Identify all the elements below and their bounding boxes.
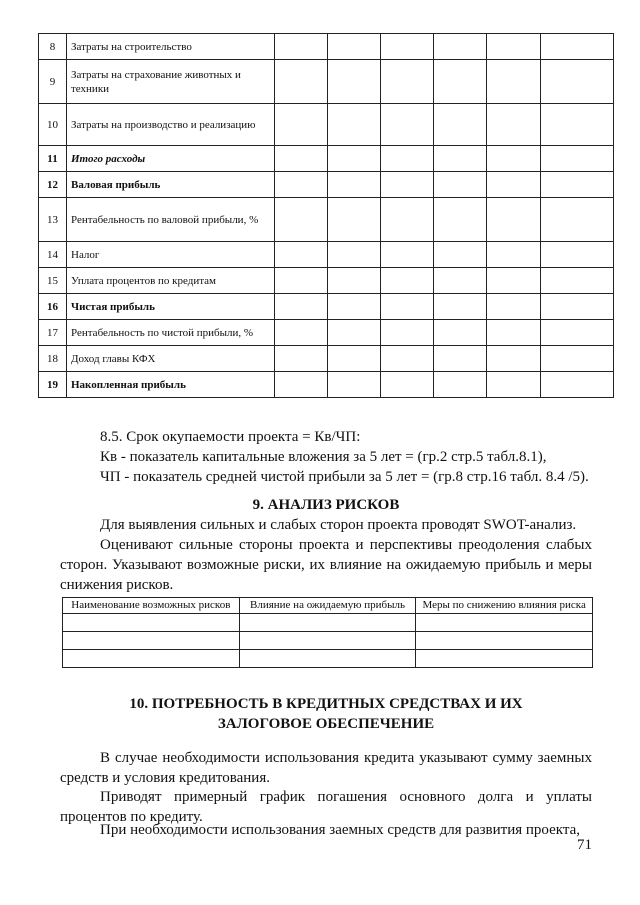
value-cell bbox=[541, 146, 614, 172]
value-cell bbox=[487, 34, 541, 60]
value-cell bbox=[487, 294, 541, 320]
table-row bbox=[39, 372, 614, 398]
value-cell bbox=[328, 346, 381, 372]
row-label: Рентабельность по чистой прибыли, % bbox=[67, 320, 275, 346]
value-cell bbox=[275, 198, 328, 242]
row-number: 16 bbox=[39, 294, 67, 320]
value-cell bbox=[381, 60, 434, 104]
row-number: 14 bbox=[39, 242, 67, 268]
value-cell bbox=[275, 104, 328, 146]
risk-cell bbox=[63, 650, 240, 668]
value-cell bbox=[381, 372, 434, 398]
row-label: Валовая прибыль bbox=[67, 172, 275, 198]
risk-cell bbox=[239, 650, 416, 668]
risk-cell bbox=[416, 614, 593, 632]
row-number: 19 bbox=[39, 372, 67, 398]
table-row bbox=[39, 104, 614, 146]
value-cell bbox=[487, 104, 541, 146]
value-cell bbox=[275, 346, 328, 372]
row-label: Затраты на строительство bbox=[67, 34, 275, 60]
risk-cell bbox=[416, 632, 593, 650]
value-cell bbox=[328, 372, 381, 398]
value-cell bbox=[434, 104, 487, 146]
row-label: Затраты на производство и реализацию bbox=[67, 104, 275, 146]
value-cell bbox=[487, 60, 541, 104]
value-cell bbox=[275, 34, 328, 60]
row-label: Рентабельность по валовой прибыли, % bbox=[67, 198, 275, 242]
row-label: Затраты на страхование животных и техники bbox=[67, 60, 275, 104]
row-label: Налог bbox=[67, 242, 275, 268]
value-cell bbox=[434, 172, 487, 198]
value-cell bbox=[434, 198, 487, 242]
value-cell bbox=[381, 172, 434, 198]
section-10-paragraph-1: В случае необходимости использования кредита указывают сумму заемных средств и условия кредитования. bbox=[60, 750, 592, 786]
row-number: 8 bbox=[39, 34, 67, 60]
risk-header-name: Наименование возможных рисков bbox=[63, 598, 240, 614]
risk-cell bbox=[63, 614, 240, 632]
value-cell bbox=[275, 60, 328, 104]
value-cell bbox=[328, 104, 381, 146]
value-cell bbox=[381, 294, 434, 320]
value-cell bbox=[487, 172, 541, 198]
value-cell bbox=[328, 242, 381, 268]
table-row bbox=[39, 60, 614, 104]
value-cell bbox=[541, 34, 614, 60]
value-cell bbox=[328, 294, 381, 320]
value-cell bbox=[541, 172, 614, 198]
value-cell bbox=[487, 268, 541, 294]
value-cell bbox=[487, 320, 541, 346]
value-cell bbox=[275, 146, 328, 172]
value-cell bbox=[434, 320, 487, 346]
value-cell bbox=[275, 172, 328, 198]
value-cell bbox=[328, 198, 381, 242]
financial-results-table bbox=[38, 33, 614, 398]
value-cell bbox=[541, 294, 614, 320]
value-cell bbox=[434, 146, 487, 172]
row-number: 9 bbox=[39, 60, 67, 104]
payback-formula: 8.5. Срок окупаемости проекта = Кв/ЧП: bbox=[100, 429, 361, 445]
section-10-paragraph-3: При необходимости использования заемных средств для развития проекта, bbox=[100, 822, 580, 838]
value-cell bbox=[541, 242, 614, 268]
value-cell bbox=[434, 346, 487, 372]
value-cell bbox=[487, 198, 541, 242]
risk-header-measures: Меры по снижению влияния риска bbox=[416, 598, 593, 614]
table-row bbox=[39, 320, 614, 346]
value-cell bbox=[541, 372, 614, 398]
row-number: 12 bbox=[39, 172, 67, 198]
value-cell bbox=[434, 268, 487, 294]
value-cell bbox=[328, 268, 381, 294]
value-cell bbox=[381, 104, 434, 146]
value-cell bbox=[541, 346, 614, 372]
value-cell bbox=[381, 34, 434, 60]
value-cell bbox=[381, 268, 434, 294]
value-cell bbox=[434, 242, 487, 268]
table-row bbox=[39, 268, 614, 294]
section-10-heading: 10. ПОТРЕБНОСТЬ В КРЕДИТНЫХ СРЕДСТВАХ И ИХ ЗАЛОГОВОЕ ОБЕСПЕЧЕНИЕ bbox=[129, 696, 523, 732]
value-cell bbox=[434, 372, 487, 398]
value-cell bbox=[275, 294, 328, 320]
value-cell bbox=[541, 104, 614, 146]
section-9-paragraph-2: Оценивают сильные стороны проекта и перспективы преодоления слабых сторон. Указывают возможные риски, их влияние на ожидаемую прибыль и меры снижения рисков. bbox=[60, 537, 592, 593]
value-cell bbox=[487, 372, 541, 398]
payback-chp-definition: ЧП - показатель средней чистой прибыли за 5 лет = (гр.8 стр.16 табл. 8.4 /5). bbox=[100, 469, 589, 485]
row-label: Чистая прибыль bbox=[67, 294, 275, 320]
payback-kv-definition: Кв - показатель капитальные вложения за 5 лет = (гр.2 стр.5 табл.8.1), bbox=[100, 449, 547, 465]
row-number: 11 bbox=[39, 146, 67, 172]
risk-cell bbox=[239, 632, 416, 650]
table-row bbox=[39, 346, 614, 372]
value-cell bbox=[328, 172, 381, 198]
section-9-heading: 9. АНАЛИЗ РИСКОВ bbox=[252, 497, 400, 513]
value-cell bbox=[381, 320, 434, 346]
section-9-paragraph-1: Для выявления сильных и слабых сторон проекта проводят SWOT-анализ. bbox=[100, 517, 577, 533]
risk-header-impact: Влияние на ожидаемую прибыль bbox=[239, 598, 416, 614]
row-number: 13 bbox=[39, 198, 67, 242]
value-cell bbox=[328, 320, 381, 346]
table-row bbox=[39, 294, 614, 320]
value-cell bbox=[275, 242, 328, 268]
value-cell bbox=[541, 60, 614, 104]
row-label: Накопленная прибыль bbox=[67, 372, 275, 398]
section-10-paragraph-2: Приводят примерный график погашения основного долга и уплаты процентов по кредиту. bbox=[60, 789, 592, 825]
risk-table bbox=[62, 597, 593, 668]
value-cell bbox=[275, 320, 328, 346]
value-cell bbox=[328, 146, 381, 172]
page-number: 71 bbox=[577, 837, 592, 853]
value-cell bbox=[487, 346, 541, 372]
risk-cell bbox=[63, 632, 240, 650]
value-cell bbox=[487, 146, 541, 172]
value-cell bbox=[275, 268, 328, 294]
value-cell bbox=[541, 320, 614, 346]
value-cell bbox=[434, 294, 487, 320]
row-number: 17 bbox=[39, 320, 67, 346]
row-number: 10 bbox=[39, 104, 67, 146]
table-row bbox=[39, 172, 614, 198]
value-cell bbox=[541, 198, 614, 242]
value-cell bbox=[381, 198, 434, 242]
value-cell bbox=[487, 242, 541, 268]
risk-cell bbox=[239, 614, 416, 632]
table-row bbox=[39, 146, 614, 172]
row-number: 15 bbox=[39, 268, 67, 294]
value-cell bbox=[328, 60, 381, 104]
table-row bbox=[39, 34, 614, 60]
value-cell bbox=[541, 268, 614, 294]
risk-cell bbox=[416, 650, 593, 668]
value-cell bbox=[381, 242, 434, 268]
table-row bbox=[39, 198, 614, 242]
row-number: 18 bbox=[39, 346, 67, 372]
value-cell bbox=[381, 346, 434, 372]
row-label: Итого расходы bbox=[67, 146, 275, 172]
value-cell bbox=[434, 60, 487, 104]
value-cell bbox=[328, 34, 381, 60]
value-cell bbox=[275, 372, 328, 398]
row-label: Доход главы КФХ bbox=[67, 346, 275, 372]
value-cell bbox=[434, 34, 487, 60]
value-cell bbox=[381, 146, 434, 172]
table-row bbox=[39, 242, 614, 268]
row-label: Уплата процентов по кредитам bbox=[67, 268, 275, 294]
